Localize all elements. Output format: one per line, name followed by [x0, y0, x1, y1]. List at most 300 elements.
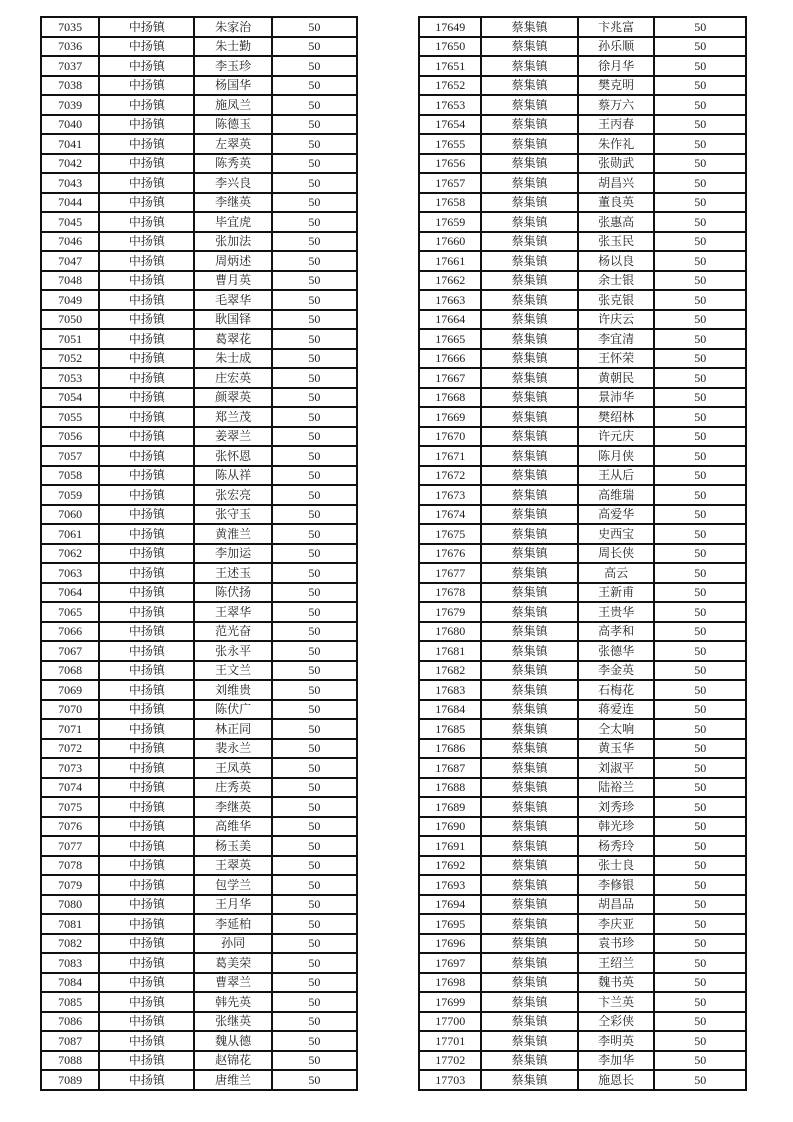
town-cell: 蔡集镇: [481, 407, 578, 427]
amount-cell: 50: [654, 602, 746, 622]
table-row: [419, 193, 746, 213]
name-cell: 陈伏扬: [194, 583, 271, 603]
table-row: [419, 856, 746, 876]
id-cell: 7038: [41, 76, 99, 96]
amount-cell: 50: [654, 544, 746, 564]
name-cell: 周炳述: [194, 251, 271, 271]
amount-cell: 50: [654, 524, 746, 544]
amount-cell: 50: [654, 154, 746, 174]
name-cell: 施凤兰: [194, 95, 271, 115]
amount-cell: 50: [272, 856, 357, 876]
name-cell: 刘秀珍: [578, 797, 654, 817]
name-cell: 张勋武: [578, 154, 654, 174]
name-cell: 裴永兰: [194, 739, 271, 759]
id-cell: 17675: [419, 524, 481, 544]
table-row: [41, 485, 357, 505]
name-cell: 蔡万六: [578, 95, 654, 115]
id-cell: 17699: [419, 992, 481, 1012]
table-row: [41, 778, 357, 798]
name-cell: 王新甫: [578, 583, 654, 603]
table-row: [419, 914, 746, 934]
amount-cell: 50: [272, 953, 357, 973]
town-cell: 蔡集镇: [481, 154, 578, 174]
town-cell: 中扬镇: [99, 544, 194, 564]
id-cell: 7046: [41, 232, 99, 252]
town-cell: 蔡集镇: [481, 1012, 578, 1032]
town-cell: 中扬镇: [99, 700, 194, 720]
town-cell: 中扬镇: [99, 856, 194, 876]
id-cell: 17664: [419, 310, 481, 330]
town-cell: 蔡集镇: [481, 856, 578, 876]
amount-cell: 50: [272, 797, 357, 817]
id-cell: 17657: [419, 173, 481, 193]
amount-cell: 50: [272, 115, 357, 135]
amount-cell: 50: [654, 895, 746, 915]
table-row: [419, 154, 746, 174]
name-cell: 蒋爱连: [578, 700, 654, 720]
name-cell: 陈秀英: [194, 154, 271, 174]
amount-cell: 50: [272, 524, 357, 544]
amount-cell: 50: [654, 329, 746, 349]
table-row: [41, 193, 357, 213]
id-cell: 7049: [41, 290, 99, 310]
table-row: [419, 797, 746, 817]
id-cell: 7072: [41, 739, 99, 759]
table-row: [419, 875, 746, 895]
town-cell: 中扬镇: [99, 817, 194, 837]
amount-cell: 50: [272, 992, 357, 1012]
amount-cell: 50: [654, 836, 746, 856]
name-cell: 樊绍林: [578, 407, 654, 427]
table-row: [41, 758, 357, 778]
table-row: [41, 232, 357, 252]
table-row: [41, 349, 357, 369]
table-row: [419, 953, 746, 973]
town-cell: 蔡集镇: [481, 290, 578, 310]
amount-cell: 50: [272, 661, 357, 681]
name-cell: 史西宝: [578, 524, 654, 544]
id-cell: 7061: [41, 524, 99, 544]
name-cell: 樊克明: [578, 76, 654, 96]
id-cell: 17669: [419, 407, 481, 427]
amount-cell: 50: [272, 700, 357, 720]
id-cell: 17682: [419, 661, 481, 681]
town-cell: 中扬镇: [99, 329, 194, 349]
id-cell: 17701: [419, 1031, 481, 1051]
amount-cell: 50: [272, 193, 357, 213]
town-cell: 中扬镇: [99, 1051, 194, 1071]
name-cell: 张永平: [194, 641, 271, 661]
town-cell: 中扬镇: [99, 95, 194, 115]
town-cell: 蔡集镇: [481, 368, 578, 388]
table-row: [419, 641, 746, 661]
name-cell: 高孝和: [578, 622, 654, 642]
town-cell: 蔡集镇: [481, 1031, 578, 1051]
id-cell: 17677: [419, 563, 481, 583]
table-row: [419, 817, 746, 837]
id-cell: 7063: [41, 563, 99, 583]
name-cell: 李继英: [194, 797, 271, 817]
id-cell: 17678: [419, 583, 481, 603]
name-cell: 毕宜虎: [194, 212, 271, 232]
amount-cell: 50: [272, 934, 357, 954]
table-row: [41, 641, 357, 661]
amount-cell: 50: [654, 856, 746, 876]
name-cell: 王月华: [194, 895, 271, 915]
amount-cell: 50: [272, 154, 357, 174]
town-cell: 中扬镇: [99, 134, 194, 154]
table-row: [419, 739, 746, 759]
amount-cell: 50: [272, 271, 357, 291]
id-cell: 7074: [41, 778, 99, 798]
amount-cell: 50: [654, 212, 746, 232]
name-cell: 杨玉美: [194, 836, 271, 856]
id-cell: 17672: [419, 466, 481, 486]
id-cell: 17680: [419, 622, 481, 642]
name-cell: 林正同: [194, 719, 271, 739]
town-cell: 蔡集镇: [481, 173, 578, 193]
id-cell: 17703: [419, 1070, 481, 1090]
id-cell: 17695: [419, 914, 481, 934]
name-cell: 李加运: [194, 544, 271, 564]
table-row: [419, 173, 746, 193]
table-row: [41, 212, 357, 232]
amount-cell: 50: [272, 1012, 357, 1032]
name-cell: 李兴良: [194, 173, 271, 193]
table-row: [41, 680, 357, 700]
town-cell: 中扬镇: [99, 427, 194, 447]
name-cell: 朱士成: [194, 349, 271, 369]
town-cell: 中扬镇: [99, 485, 194, 505]
town-cell: 中扬镇: [99, 56, 194, 76]
id-cell: 17681: [419, 641, 481, 661]
id-cell: 7040: [41, 115, 99, 135]
id-cell: 7066: [41, 622, 99, 642]
name-cell: 张继英: [194, 1012, 271, 1032]
amount-cell: 50: [272, 836, 357, 856]
id-cell: 7068: [41, 661, 99, 681]
town-cell: 蔡集镇: [481, 427, 578, 447]
amount-cell: 50: [654, 817, 746, 837]
amount-cell: 50: [272, 76, 357, 96]
name-cell: 张宏亮: [194, 485, 271, 505]
id-cell: 7089: [41, 1070, 99, 1090]
id-cell: 7059: [41, 485, 99, 505]
name-cell: 刘维贵: [194, 680, 271, 700]
town-cell: 蔡集镇: [481, 17, 578, 37]
name-cell: 郑兰茂: [194, 407, 271, 427]
id-cell: 7079: [41, 875, 99, 895]
amount-cell: 50: [654, 973, 746, 993]
table-row: [41, 271, 357, 291]
town-cell: 中扬镇: [99, 1012, 194, 1032]
name-cell: 王从后: [578, 466, 654, 486]
amount-cell: 50: [272, 212, 357, 232]
table-row: [41, 563, 357, 583]
name-cell: 余士银: [578, 271, 654, 291]
amount-cell: 50: [272, 407, 357, 427]
table-row: [419, 1051, 746, 1071]
town-cell: 中扬镇: [99, 583, 194, 603]
name-cell: 王文兰: [194, 661, 271, 681]
id-cell: 17650: [419, 37, 481, 57]
name-cell: 王述玉: [194, 563, 271, 583]
id-cell: 17670: [419, 427, 481, 447]
table-row: [419, 719, 746, 739]
town-cell: 蔡集镇: [481, 797, 578, 817]
table-row: [419, 836, 746, 856]
amount-cell: 50: [654, 251, 746, 271]
name-cell: 卞兰英: [578, 992, 654, 1012]
table-row: [41, 895, 357, 915]
town-cell: 蔡集镇: [481, 134, 578, 154]
name-cell: 胡昌兴: [578, 173, 654, 193]
table-row: [419, 895, 746, 915]
town-cell: 中扬镇: [99, 719, 194, 739]
table-row: [419, 1012, 746, 1032]
town-cell: 中扬镇: [99, 778, 194, 798]
name-cell: 王翠华: [194, 602, 271, 622]
name-cell: 孙乐顺: [578, 37, 654, 57]
table-row: [419, 661, 746, 681]
id-cell: 7042: [41, 154, 99, 174]
name-cell: 徐月华: [578, 56, 654, 76]
amount-cell: 50: [272, 680, 357, 700]
id-cell: 7037: [41, 56, 99, 76]
town-cell: 蔡集镇: [481, 661, 578, 681]
amount-cell: 50: [272, 388, 357, 408]
amount-cell: 50: [654, 232, 746, 252]
table-row: [41, 173, 357, 193]
amount-cell: 50: [654, 193, 746, 213]
amount-cell: 50: [272, 875, 357, 895]
table-row: [419, 232, 746, 252]
table-row: [419, 271, 746, 291]
amount-cell: 50: [272, 1070, 357, 1090]
id-cell: 7086: [41, 1012, 99, 1032]
id-cell: 17663: [419, 290, 481, 310]
id-cell: 17653: [419, 95, 481, 115]
table-row: [41, 1070, 357, 1090]
id-cell: 7050: [41, 310, 99, 330]
table-row: [419, 505, 746, 525]
id-cell: 17674: [419, 505, 481, 525]
id-cell: 7070: [41, 700, 99, 720]
name-cell: 张克银: [578, 290, 654, 310]
id-cell: 17654: [419, 115, 481, 135]
name-cell: 景沛华: [578, 388, 654, 408]
amount-cell: 50: [654, 446, 746, 466]
amount-cell: 50: [654, 875, 746, 895]
id-cell: 17666: [419, 349, 481, 369]
table-row: [41, 875, 357, 895]
town-cell: 中扬镇: [99, 232, 194, 252]
town-cell: 蔡集镇: [481, 76, 578, 96]
town-cell: 蔡集镇: [481, 973, 578, 993]
table-row: [41, 1031, 357, 1051]
town-cell: 蔡集镇: [481, 505, 578, 525]
amount-cell: 50: [654, 680, 746, 700]
id-cell: 7083: [41, 953, 99, 973]
table-row: [41, 583, 357, 603]
table-row: [419, 466, 746, 486]
id-cell: 17697: [419, 953, 481, 973]
name-cell: 张德华: [578, 641, 654, 661]
id-cell: 17684: [419, 700, 481, 720]
town-cell: 中扬镇: [99, 992, 194, 1012]
table-row: [419, 368, 746, 388]
table-row: [41, 817, 357, 837]
town-cell: 蔡集镇: [481, 388, 578, 408]
name-cell: 李玉珍: [194, 56, 271, 76]
id-cell: 7044: [41, 193, 99, 213]
amount-cell: 50: [654, 661, 746, 681]
table-row: [419, 622, 746, 642]
name-cell: 王翠英: [194, 856, 271, 876]
table-row: [41, 700, 357, 720]
table-row: [419, 934, 746, 954]
town-cell: 蔡集镇: [481, 1070, 578, 1090]
name-cell: 葛翠花: [194, 329, 271, 349]
amount-cell: 50: [654, 56, 746, 76]
name-cell: 魏书英: [578, 973, 654, 993]
table-row: [41, 17, 357, 37]
name-cell: 高云: [578, 563, 654, 583]
amount-cell: 50: [272, 1051, 357, 1071]
table-row: [419, 388, 746, 408]
amount-cell: 50: [272, 368, 357, 388]
amount-cell: 50: [272, 758, 357, 778]
name-cell: 王贵华: [578, 602, 654, 622]
table-row: [41, 95, 357, 115]
town-cell: 蔡集镇: [481, 817, 578, 837]
table-row: [419, 583, 746, 603]
id-cell: 7076: [41, 817, 99, 837]
town-cell: 中扬镇: [99, 310, 194, 330]
amount-cell: 50: [654, 914, 746, 934]
amount-cell: 50: [654, 95, 746, 115]
amount-cell: 50: [272, 251, 357, 271]
table-row: [419, 602, 746, 622]
name-cell: 李加华: [578, 1051, 654, 1071]
id-cell: 7051: [41, 329, 99, 349]
name-cell: 耿国铎: [194, 310, 271, 330]
table-row: [419, 115, 746, 135]
amount-cell: 50: [654, 76, 746, 96]
town-cell: 中扬镇: [99, 641, 194, 661]
amount-cell: 50: [272, 290, 357, 310]
id-cell: 17694: [419, 895, 481, 915]
town-cell: 蔡集镇: [481, 544, 578, 564]
table-row: [41, 329, 357, 349]
amount-cell: 50: [654, 173, 746, 193]
amount-cell: 50: [654, 17, 746, 37]
id-cell: 7080: [41, 895, 99, 915]
town-cell: 蔡集镇: [481, 251, 578, 271]
table-row: [419, 1031, 746, 1051]
table-row: [419, 973, 746, 993]
table-row: [41, 719, 357, 739]
table-row: [419, 1070, 746, 1090]
town-cell: 中扬镇: [99, 895, 194, 915]
town-cell: 中扬镇: [99, 973, 194, 993]
table-row: [41, 797, 357, 817]
town-cell: 蔡集镇: [481, 895, 578, 915]
town-cell: 中扬镇: [99, 739, 194, 759]
table-row: [419, 563, 746, 583]
name-cell: 袁书珍: [578, 934, 654, 954]
id-cell: 17662: [419, 271, 481, 291]
id-cell: 7088: [41, 1051, 99, 1071]
id-cell: 17676: [419, 544, 481, 564]
id-cell: 7052: [41, 349, 99, 369]
id-cell: 17658: [419, 193, 481, 213]
table-row: [41, 310, 357, 330]
name-cell: 陈月侠: [578, 446, 654, 466]
amount-cell: 50: [654, 797, 746, 817]
id-cell: 17673: [419, 485, 481, 505]
name-cell: 颜翠英: [194, 388, 271, 408]
id-cell: 17649: [419, 17, 481, 37]
id-cell: 17671: [419, 446, 481, 466]
town-cell: 蔡集镇: [481, 602, 578, 622]
amount-cell: 50: [272, 485, 357, 505]
table-row: [419, 76, 746, 96]
table-row: [41, 427, 357, 447]
amount-cell: 50: [654, 934, 746, 954]
table-row: [41, 602, 357, 622]
town-cell: 中扬镇: [99, 17, 194, 37]
name-cell: 李修银: [578, 875, 654, 895]
amount-cell: 50: [654, 992, 746, 1012]
town-cell: 中扬镇: [99, 622, 194, 642]
table-row: [41, 1012, 357, 1032]
name-cell: 周长侠: [578, 544, 654, 564]
table-row: [41, 524, 357, 544]
amount-cell: 50: [272, 778, 357, 798]
id-cell: 17688: [419, 778, 481, 798]
name-cell: 张士良: [578, 856, 654, 876]
name-cell: 庄秀英: [194, 778, 271, 798]
amount-cell: 50: [654, 758, 746, 778]
amount-cell: 50: [654, 37, 746, 57]
amount-cell: 50: [654, 1012, 746, 1032]
table-row: [419, 310, 746, 330]
id-cell: 17692: [419, 856, 481, 876]
name-cell: 唐维兰: [194, 1070, 271, 1090]
town-cell: 蔡集镇: [481, 700, 578, 720]
amount-cell: 50: [272, 95, 357, 115]
town-cell: 中扬镇: [99, 193, 194, 213]
town-cell: 蔡集镇: [481, 680, 578, 700]
table-row: [41, 466, 357, 486]
name-cell: 仝太响: [578, 719, 654, 739]
name-cell: 陈德玉: [194, 115, 271, 135]
id-cell: 17691: [419, 836, 481, 856]
id-cell: 17652: [419, 76, 481, 96]
amount-cell: 50: [272, 505, 357, 525]
town-cell: 中扬镇: [99, 797, 194, 817]
amount-cell: 50: [272, 232, 357, 252]
town-cell: 蔡集镇: [481, 914, 578, 934]
town-cell: 蔡集镇: [481, 232, 578, 252]
right-table: [418, 16, 747, 1091]
town-cell: 蔡集镇: [481, 95, 578, 115]
table-row: [41, 934, 357, 954]
amount-cell: 50: [272, 466, 357, 486]
table-row: [41, 661, 357, 681]
id-cell: 7048: [41, 271, 99, 291]
